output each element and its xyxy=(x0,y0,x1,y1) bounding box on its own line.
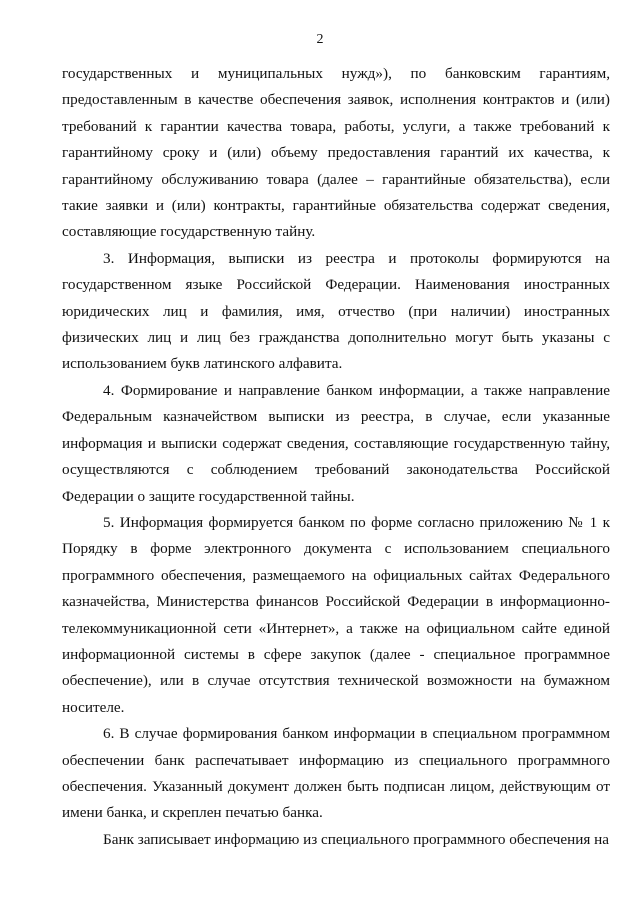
paragraph-3: 3. Информация, выписки из реестра и протоколы формируются на государственном языке Российской Федерации. Наименования иностранных юридических лиц и фамилия, имя, отчество (при наличии) иностранных физических лиц и лиц без гражданства дополнительно могут быть указаны с использованием букв латинского алфавита. xyxy=(62,249,610,373)
page-number: 2 xyxy=(316,32,324,47)
document-body xyxy=(62,61,610,853)
paragraph-6: 6. В случае формирования банком информации в специальном программном обеспечении банк распечатывает информацию из специального программного обеспечения. Указанный документ должен быть подписан лицом, действующим от имени банка, и скреплен печатью банка. xyxy=(62,725,610,822)
paragraph-continuation: государственных и муниципальных нужд»), по банковским гарантиям, предоставленным в качестве обеспечения заявок, исполнения контрактов и (или) требований к гарантии качества товара, работы, услуги, а также требований к гарантийному сроку и (или) объему предоставления гарантий их качества, к гарантийному обслуживанию товара (далее – гарантийные обязательства), если такие заявки и (или) контракты, гарантийные обязательства содержат сведения, составляющие государственную тайну. xyxy=(62,65,610,241)
paragraph-bank-records: Банк записывает информацию из специального программного обеспечения на xyxy=(103,830,610,848)
paragraph-5: 5. Информация формируется банком по форме согласно приложению № 1 к Порядку в форме электронного документа с использованием специального программного обеспечения, размещаемого на официальных сайтах Федерального казначейства, Министерства финансов Российской Федерации в информационно-телекоммуникационной сети «Интернет», а также на официальном сайте единой информационной системы в сфере закупок (далее - специальное программное обеспечение), или в случае отсутствия технической возможности на бумажном носителе. xyxy=(62,513,610,716)
paragraph-4: 4. Формирование и направление банком информации, а также направление Федеральным казначейством выписки из реестра, в случае, если указанные информация и выписки содержат сведения, составляющие государственную тайну, осуществляются с соблюдением требований законодательства Российской Федерации о защите государственной тайны. xyxy=(62,381,610,505)
